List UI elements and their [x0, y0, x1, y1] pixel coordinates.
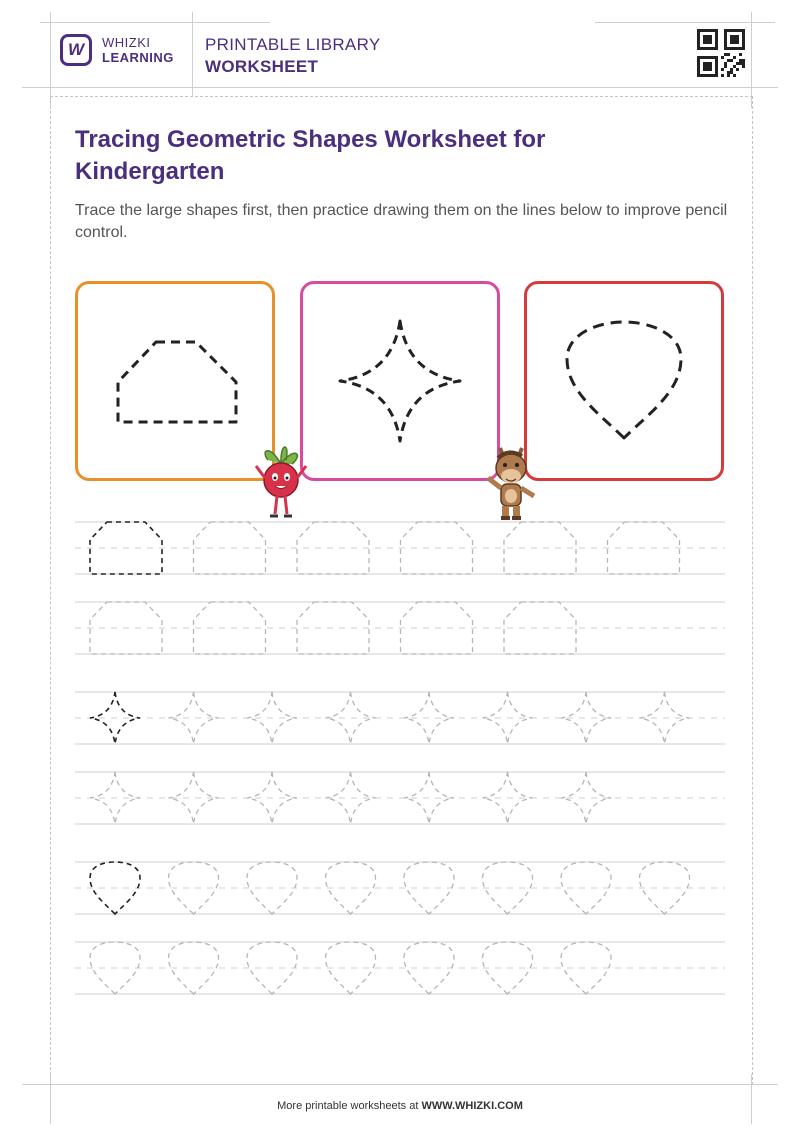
page-title: Tracing Geometric Shapes Worksheet for Kindergarten [75, 126, 546, 185]
footer-site-link[interactable]: WWW.WHIZKI.COM [421, 1100, 523, 1112]
pentagon-house-trace-shape[interactable] [194, 602, 266, 654]
practice-area [0, 500, 800, 1010]
pentagon-shape-icon [78, 284, 272, 478]
practice-row [75, 942, 725, 994]
footer-right-rule [751, 1074, 752, 1124]
brand-name-line1: WHIZKI [102, 35, 151, 50]
pentagon-house-trace-shape[interactable] [504, 602, 576, 654]
brand-logo-icon: W [60, 34, 92, 66]
practice-row [75, 862, 725, 914]
shape-box-pentagon [75, 281, 275, 481]
header-top-rule [40, 22, 270, 23]
pentagon-house-trace-shape[interactable] [194, 522, 266, 574]
footer-rule [22, 1084, 778, 1085]
intro-text: Trace the large shapes first, then practice drawing them on the lines below to improve pencil control. [75, 202, 728, 241]
brand-name-line2: LEARNING [102, 50, 174, 65]
header-title [205, 34, 380, 78]
header-bottom-rule [22, 87, 778, 88]
header-title-line2: WORKSHEET [205, 57, 319, 76]
practice-row [75, 602, 725, 654]
practice-row [75, 692, 725, 744]
brand[interactable] [60, 34, 174, 66]
shape-box-teardrop [524, 281, 724, 481]
footer [0, 1100, 800, 1112]
practice-row [75, 522, 725, 574]
star-shape-icon [303, 284, 497, 478]
header-divider [192, 12, 193, 96]
shape-box-star [300, 281, 500, 481]
pentagon-house-trace-shape[interactable] [504, 522, 576, 574]
header-top-rule-right [595, 22, 775, 23]
header-right-rule [751, 12, 752, 108]
footer-left-rule [50, 1074, 51, 1124]
qr-code-icon[interactable] [697, 29, 745, 77]
brand-name [102, 35, 174, 65]
header-title-line1: PRINTABLE LIBRARY [205, 35, 381, 54]
footer-prefix: More printable worksheets at [277, 1100, 422, 1112]
teardrop-shape-icon [527, 284, 721, 478]
header-left-rule [50, 12, 51, 108]
practice-row [75, 772, 725, 824]
